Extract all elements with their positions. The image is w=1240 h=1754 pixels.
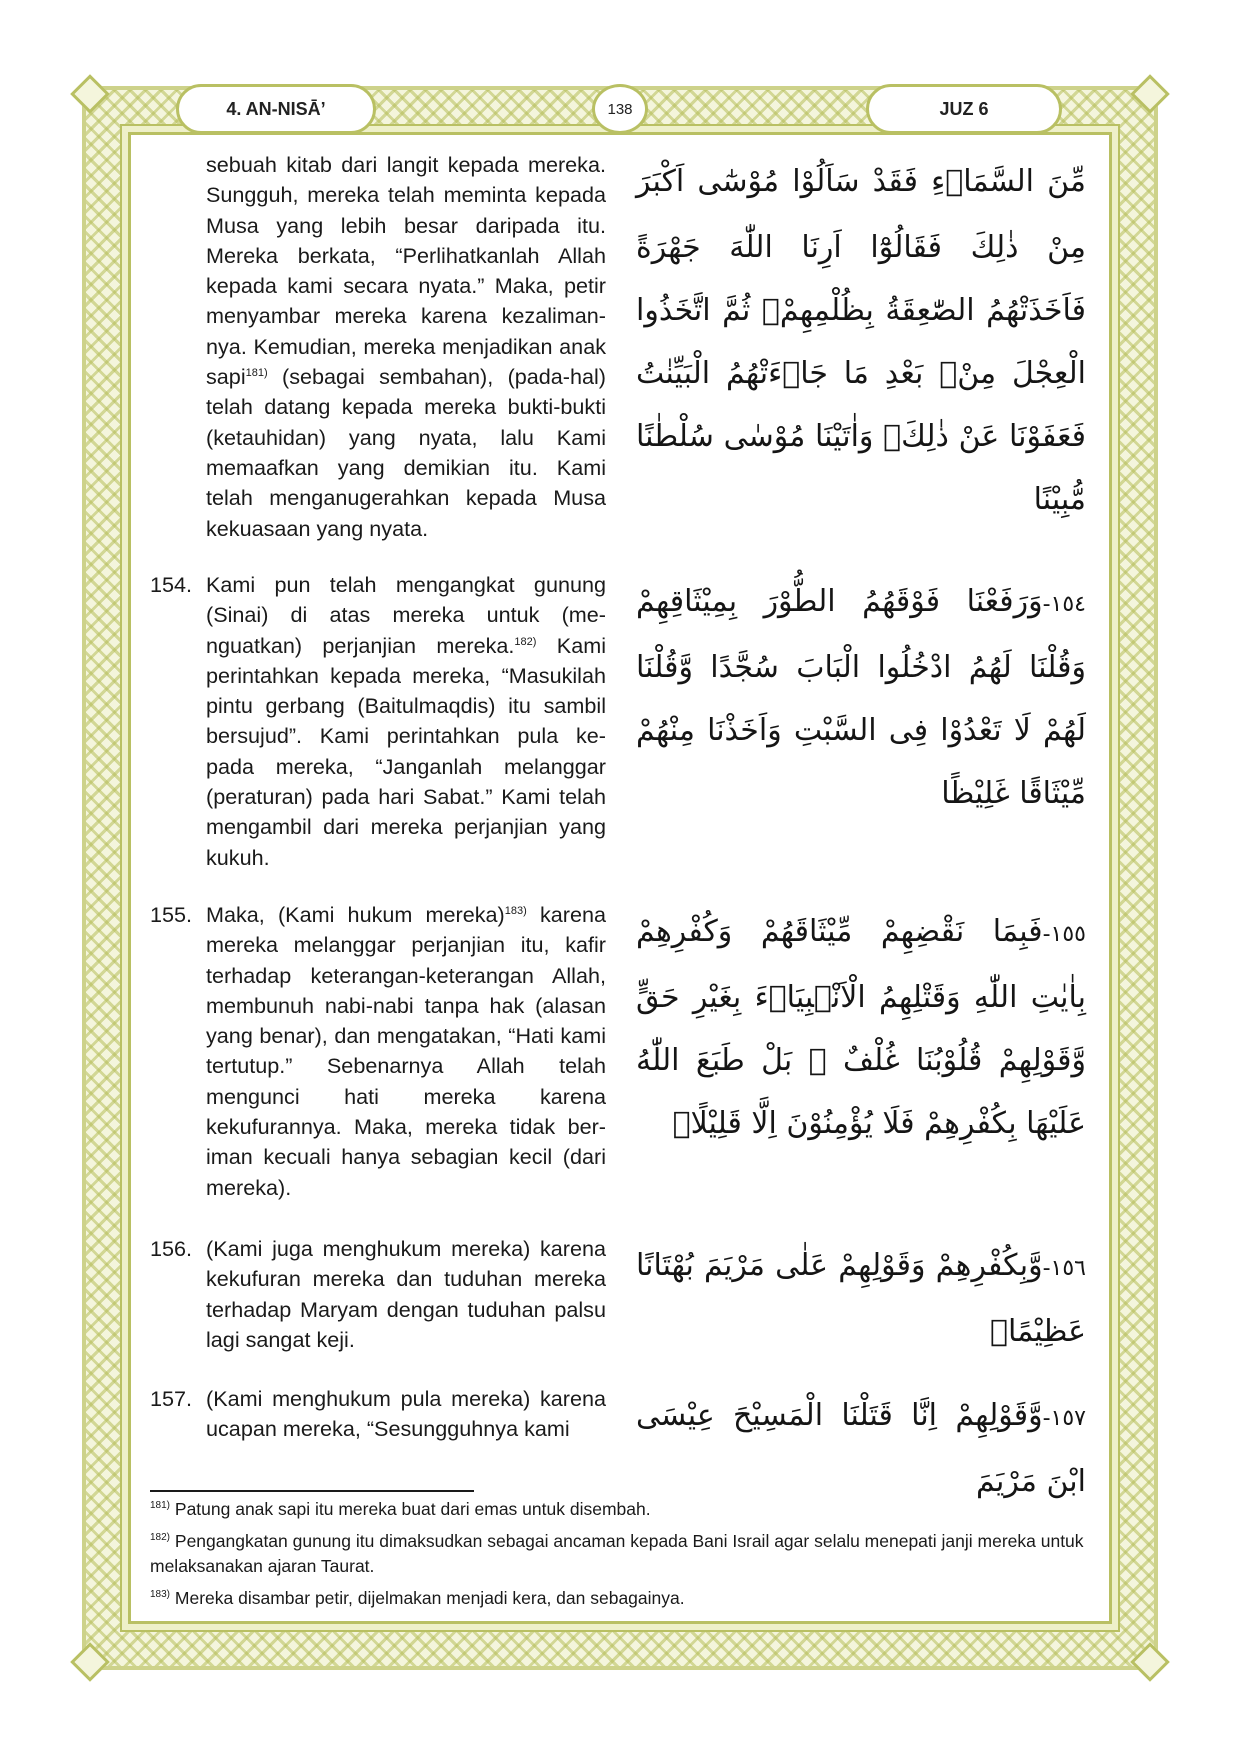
translation-column: [150, 1234, 606, 1355]
footnotes: [150, 1497, 1090, 1617]
translation-text: Kami pun telah mengangkat gunung (Sinai) di atas mereka untuk (me-nguatkan) perjanjian mereka.$^{182)}$ Kami perintahkan kepada mereka, “Masukilah pintu gerbang (Baitulmaqdis) itu sambil bersujud”. Kami perintahkan pula ke-pada mereka, “Janganlah melanggar (peraturan) pada hari Sabat.” Kami telah mengambil dari mereka perjanjian yang kukuh.: [206, 572, 606, 870]
juz-label: JUZ 6: [866, 84, 1062, 134]
translation-column: [150, 1384, 606, 1445]
translation-text: sebuah kitab dari langit kepada mereka. Sungguh, mereka telah meminta kepada Musa yang lebih besar daripada itu. Mereka berkata, “Perlihatkanlah Allah kepada kami secara nyata.” Maka, petir menyambar mereka karena kezaliman-nya. Kemudian, mereka menjadikan anak sapi$^{181)}$ (sebagai sembahan), (pada-hal) telah datang kepada mereka bukti-bukti (ketauhidan) yang nyata, lalu Kami memaafkan yang demikian itu. Kami telah menganugerahkan kepada Musa kekuasaan yang nyata.: [206, 152, 606, 541]
footnote-divider: [150, 1490, 474, 1492]
translation-text: Maka, (Kami hukum mereka)$^{183)}$ karena mereka melanggar perjanjian itu, kafir terhadap keterangan-keterangan Allah, membunuh nabi-nabi tanpa hak (alasan yang benar), dan mengatakan, “Hati kami tertutup.” Sebenarnya Allah telah mengunci hati mereka karena kekufurannya. Maka, mereka tidak ber-iman kecuali hanya sebagian kecil (dari mereka).: [206, 902, 606, 1200]
translation-column: [150, 900, 606, 1203]
verse-number: 155.: [150, 902, 193, 927]
surah-label: 4. AN-NISĀ’: [176, 84, 376, 134]
arabic-text: مِّنَ السَّمَاۤءِ فَقَدْ سَاَلُوْا مُوْسٰٓى اَكْبَرَ مِنْ ذٰلِكَ فَقَالُوْٓا اَرِنَا اللّٰهَ جَهْرَةً فَاَخَذَتْهُمُ الصّٰعِقَةُ بِظُلْمِهِمْۚ ثُمَّ اتَّخَذُوا الْعِجْلَ مِنْۢ بَعْدِ مَا جَاۤءَتْهُمُ الْبَيِّنٰتُ فَعَفَوْنَا عَنْ ذٰلِكَۚ وَاٰتَيْنَا مُوْسٰى سُلْطٰنًا مُّبِيْنًا: [636, 164, 1086, 517]
arabic-text: ١٥٧-وَّقَوْلِهِمْ اِنَّا قَتَلْنَا الْمَسِيْحَ عِيْسَى ابْنَ مَرْيَمَ: [636, 1398, 1086, 1499]
verse-number: 154.: [150, 572, 193, 597]
footnote-ref[interactable]: 182): [514, 635, 537, 648]
footnote-item: $^{183)}$ Mereka disambar petir, dijelmakan menjadi kera, dan sebagainya.: [150, 1587, 685, 1608]
translation-column: [150, 570, 606, 873]
translation-text: (Kami juga menghukum mereka) karena kekufuran mereka dan tuduhan mereka terhadap Maryam dengan tuduhan palsu lagi sangat keji.: [206, 1236, 606, 1352]
footnote-item: $^{181)}$ Patung anak sapi itu mereka buat dari emas untuk disembah.: [150, 1499, 651, 1519]
verse-number: 157.: [150, 1386, 193, 1411]
page-number: 138: [592, 84, 648, 134]
arabic-text: ١٥٥-فَبِمَا نَقْضِهِمْ مِّيْثَاقَهُمْ وَكُفْرِهِمْ بِاٰيٰتِ اللّٰهِ وَقَتْلِهِمُ الْاَنْۢبِيَاۤءَ بِغَيْرِ حَقٍّ وَّقَوْلِهِمْ قُلُوْبُنَا غُلْفٌ ۗ بَلْ طَبَعَ اللّٰهُ عَلَيْهَا بِكُفْرِهِمْ فَلَا يُؤْمِنُوْنَ اِلَّا قَلِيْلًاۖ: [636, 914, 1086, 1141]
translation-text: (Kami menghukum pula mereka) karena ucapan mereka, “Sesungguhnya kami: [206, 1386, 606, 1442]
arabic-text: ١٥٤-وَرَفَعْنَا فَوْقَهُمُ الطُّوْرَ بِمِيْثَاقِهِمْ وَقُلْنَا لَهُمُ ادْخُلُوا الْبَابَ سُجَّدًا وَّقُلْنَا لَهُمْ لَا تَعْدُوْا فِى السَّبْتِ وَاَخَذْنَا مِنْهُمْ مِّيْثَاقًا غَلِيْظًا: [636, 584, 1086, 811]
footnote-ref[interactable]: 183): [504, 904, 527, 917]
verse-number: 156.: [150, 1236, 193, 1261]
translation-column: [150, 150, 606, 544]
footnote-ref[interactable]: 181): [245, 366, 268, 379]
arabic-text: ١٥٦-وَّبِكُفْرِهِمْ وَقَوْلِهِمْ عَلٰى مَرْيَمَ بُهْتَانًا عَظِيْمًاۙ: [636, 1248, 1086, 1349]
footnote-item: $^{182)}$ Pengangkatan gunung itu dimaksudkan sebagai ancaman kepada Bani Israil agar selalu menepati janji mereka untuk melaksanakan ajaran Taurat.: [150, 1530, 1084, 1576]
